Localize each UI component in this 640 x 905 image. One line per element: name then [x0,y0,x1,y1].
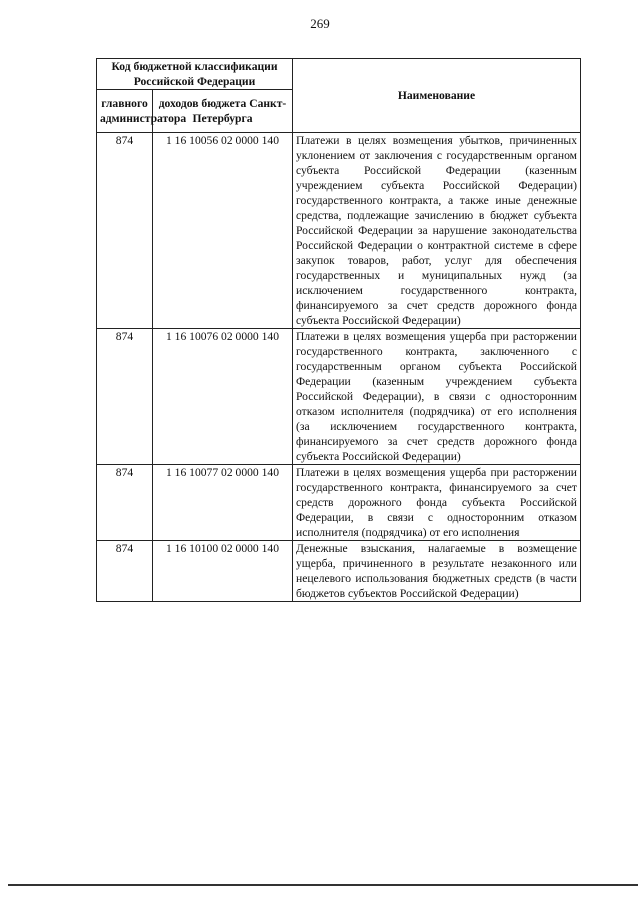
page-number: 269 [310,16,330,31]
scan-bottom-edge-line [8,884,638,886]
table-row [97,541,581,602]
admin-code-cell: 874 [97,541,153,602]
admin-code-cell: 874 [97,329,153,465]
name-cell: Платежи в целях возмещения ущерба при расторжении государственного контракта, заключенного с государственным органом субъекта Российской Федерации (казенным учреждением субъекта Российской Федерации), в связи с односторонним отказом исполнителя (подрядчика) от его исполнения (за исключением государственного контракта, финансируемого за счет средств дорожного фонда субъекта Российской Федерации) [293,329,581,465]
name-cell: Денежные взыскания, налагаемые в возмещение ущерба, причиненного в результате незаконного или нецелевого использования бюджетных средств (в части бюджетов субъектов Российской Федерации) [293,541,581,602]
table-row [97,465,581,541]
name-cell: Платежи в целях возмещения ущерба при расторжении государственного контракта, финансируемого за счет средств дорожного фонда субъекта Российской Федерации, в связи с односторонним отказом исполнителя (подрядчика) от его исполнения [293,465,581,541]
budget-classification-table [96,58,581,602]
income-code-cell: 1 16 10076 02 0000 140 [153,329,293,465]
table-row [97,133,581,329]
header-name: Наименование [293,59,581,133]
name-cell: Платежи в целях возмещения убытков, причиненных уклонением от заключения с государственным органом субъекта Российской Федерации (казенным учреждением субъекта Российской Федерации) государственного контракта, а также иные денежные средства, подлежащие зачислению в бюджет субъекта Российской Федерации за нарушение законодательства Российской Федерации о контрактной системе в сфере закупок товаров, работ, услуг для обеспечения государственных и муниципальных нужд (за исключением государственного контракта, финансируемого за счет средств дорожного фонда субъекта Российской Федерации) [293,133,581,329]
table-row [97,329,581,465]
income-code-cell: 1 16 10056 02 0000 140 [153,133,293,329]
income-code-cell: 1 16 10100 02 0000 140 [153,541,293,602]
header-income: доходов бюджета Санкт-Петербурга [153,90,293,133]
admin-code-cell: 874 [97,133,153,329]
admin-code-cell: 874 [97,465,153,541]
header-classification-code: Код бюджетной классификации Российской Федерации [97,59,293,90]
header-row-group [97,59,581,90]
header-admin: главного администратора [97,90,153,133]
income-code-cell: 1 16 10077 02 0000 140 [153,465,293,541]
